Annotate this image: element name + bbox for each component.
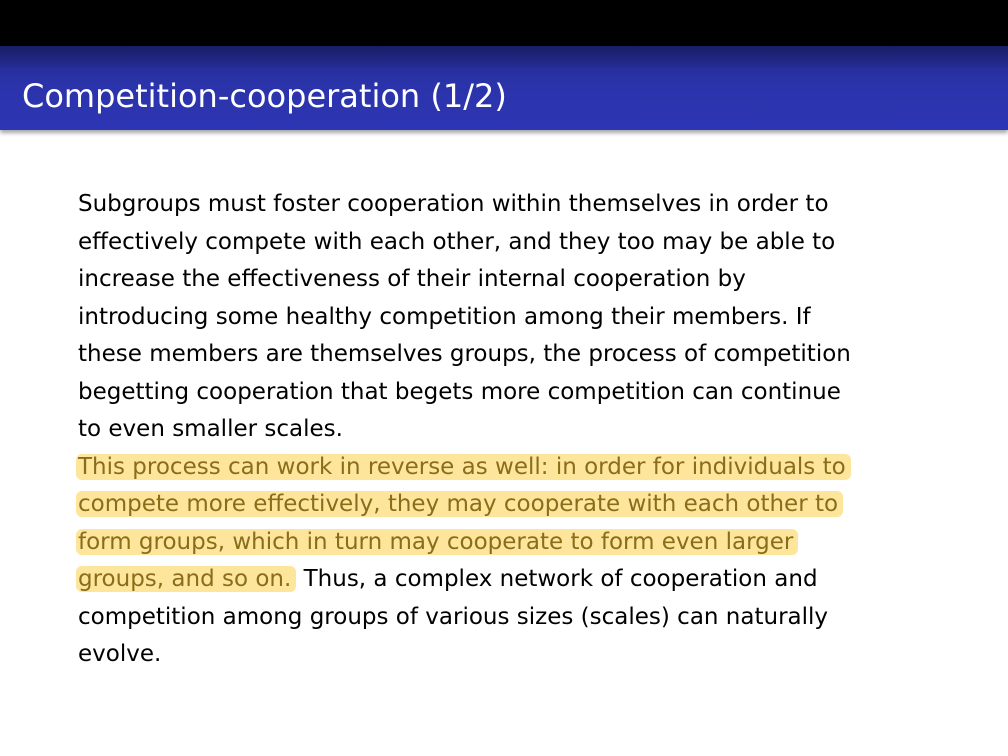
body-line: Subgroups must foster cooperation within themselves in order to (78, 191, 829, 217)
body-line: evolve. (78, 641, 162, 667)
slide-title: Competition-cooperation (1/2) (22, 77, 507, 115)
highlight-span: form groups, which in turn may cooperate to form even larger (76, 529, 798, 555)
highlight-span: compete more effectively, they may cooperate with each other to (76, 491, 843, 517)
highlight-span: This process can work in reverse as well: in order for individuals to (76, 454, 851, 480)
highlighted-line (78, 449, 958, 487)
body-line: these members are themselves groups, the process of competition (78, 341, 851, 367)
body-line: to even smaller scales. (78, 416, 343, 442)
body-line: introducing some healthy competition among their members. If (78, 303, 811, 330)
body-line: effectively compete with each other, and they too may be able to (78, 228, 836, 255)
top-black-bar (0, 0, 1008, 46)
highlight-span: groups, and so on. (76, 566, 296, 592)
body-line: increase the effectiveness of their internal cooperation by (78, 266, 746, 292)
body-paragraph (78, 186, 958, 674)
mixed-line (78, 561, 958, 599)
highlighted-line (78, 524, 958, 562)
highlighted-line (78, 486, 958, 524)
title-bar-stripe (0, 46, 1008, 68)
body-line: competition among groups of various sizes (scales) can naturally (78, 603, 829, 630)
body-text-span: Thus, a complex network of cooperation and (303, 566, 818, 592)
body-line: begetting cooperation that begets more competition can continue (78, 378, 841, 405)
